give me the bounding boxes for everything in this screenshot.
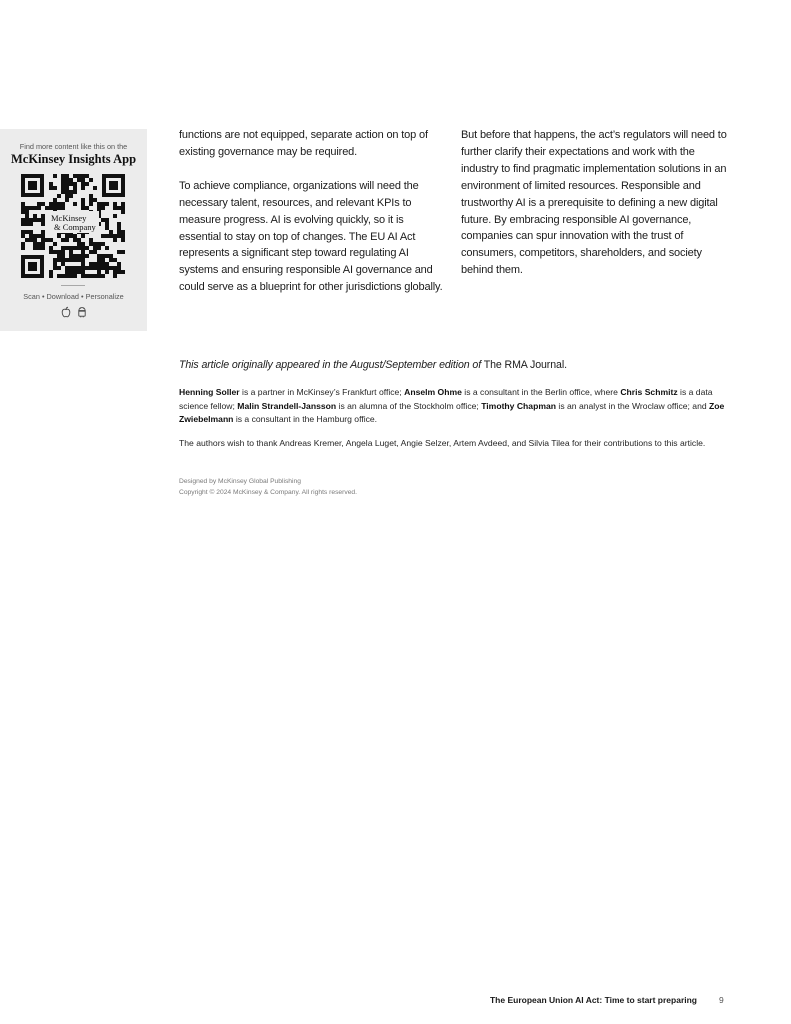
qr-code[interactable] bbox=[21, 174, 125, 278]
credits bbox=[179, 477, 579, 498]
app-promo-steps: Scan • Download • Personalize bbox=[23, 292, 124, 301]
author-name: Chris Schmitz bbox=[620, 387, 678, 397]
author-bio-text: is an analyst in the Wroclaw office; and bbox=[556, 400, 710, 411]
source-journal: The RMA Journal. bbox=[481, 359, 567, 371]
body-paragraph: functions are not equipped, separate action on top of existing governance may be required. bbox=[179, 129, 428, 158]
body-paragraph: But before that happens, the act’s regulators will need to further clarify their expectations and work with the industry to find pragmatic implementation solutions in an environment of limited resources. Responsible and trustworthy AI is a prerequisite to defining a new digital future. By embracing responsible AI governance, companies can spur innovation with the trust of consumers, competitors, shareholders, and society behind them. bbox=[461, 129, 727, 277]
author-name: Malin Strandell-Jansson bbox=[237, 400, 337, 411]
source-note-text: This article originally appeared in the August/September edition of bbox=[179, 359, 482, 371]
apple-icon[interactable] bbox=[60, 305, 72, 317]
source-note bbox=[179, 359, 739, 371]
app-promo-title: McKinsey Insights App bbox=[10, 152, 137, 166]
qr-logo-line-2: & Company bbox=[54, 222, 96, 232]
body-column-right bbox=[461, 127, 731, 279]
author-bio-text: is a data science fellow; bbox=[179, 387, 713, 411]
app-promo-kicker: Find more content like this on the bbox=[19, 142, 128, 151]
acknowledgements: The authors wish to thank Andreas Kremer, Angela Luget, Angie Selzer, Artem Avdeed, and Silvia Tilea for their contributions to this article. bbox=[179, 438, 706, 448]
design-credit: Designed by McKinsey Global Publishing bbox=[179, 478, 301, 485]
app-promo-box bbox=[0, 129, 147, 331]
author-bio-text: is a partner in McKinsey’s Frankfurt office; bbox=[239, 387, 405, 397]
author-name: Anselm Ohme bbox=[404, 387, 462, 397]
app-promo-divider bbox=[61, 285, 85, 286]
author-name: Zoe Zwiebelmann bbox=[179, 400, 725, 425]
copyright-notice: Copyright © 2024 McKinsey & Company. All rights reserved. bbox=[179, 488, 358, 496]
page-number: 9 bbox=[719, 995, 724, 1005]
author-bios bbox=[179, 386, 739, 427]
author-bio-text: is a consultant in the Berlin office, where bbox=[461, 387, 621, 397]
author-bio-text: is an alumna of the Stockholm office; bbox=[336, 400, 482, 411]
author-name: Henning Soller bbox=[179, 387, 240, 397]
body-paragraph: To achieve compliance, organizations will need the necessary talent, resources, and relevant KPIs to measure progress. AI is evolving quickly, so it is essential to stay on top of changes. The EU AI Act represents a significant step toward regulating AI systems and ensuring responsible AI governance and could serve as a blueprint for other jurisdictions globally. bbox=[179, 179, 443, 294]
body-column-left bbox=[179, 127, 447, 296]
qr-logo-line-1: McKinsey bbox=[51, 213, 87, 223]
app-store-icons bbox=[0, 305, 147, 317]
author-bio-text: is a consultant in the Hamburg office. bbox=[233, 414, 378, 425]
android-icon[interactable] bbox=[76, 305, 88, 317]
author-name: Timothy Chapman bbox=[481, 400, 557, 411]
footer-article-title: The European Union AI Act: Time to start preparing bbox=[489, 995, 697, 1005]
